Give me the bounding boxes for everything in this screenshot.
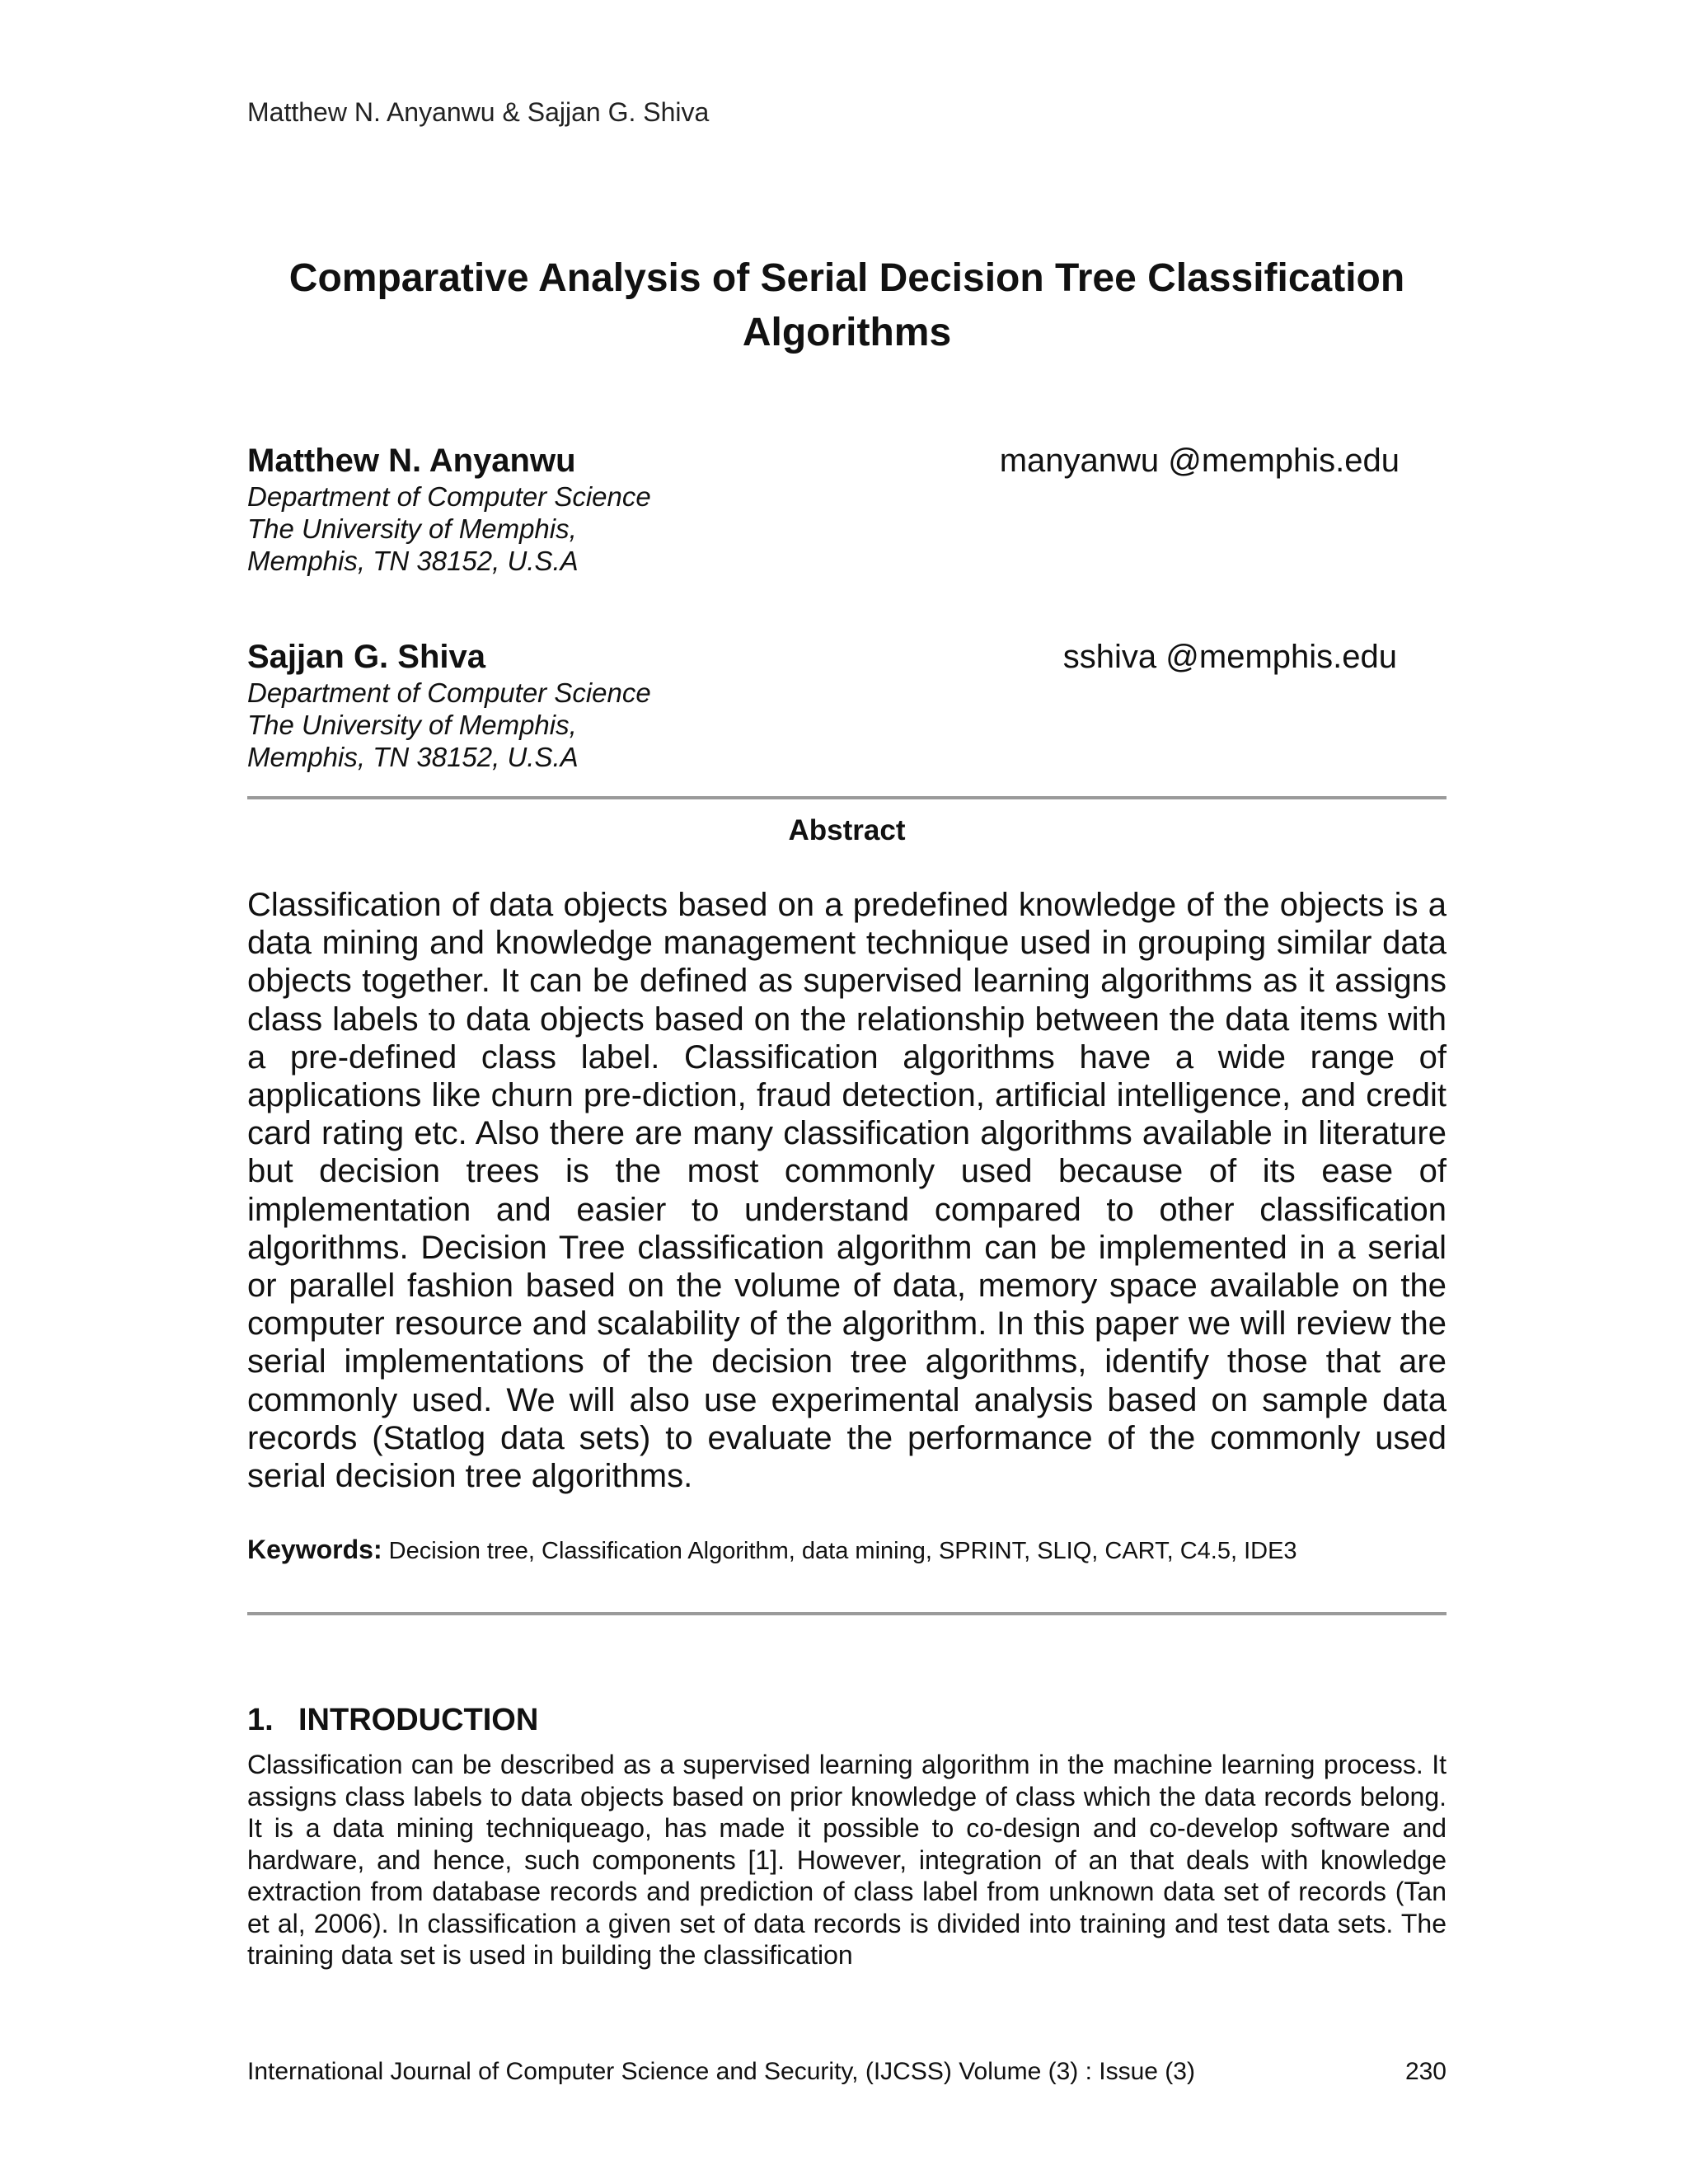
keywords-label: Keywords: [247,1535,382,1564]
affiliation-line: Memphis, TN 38152, U.S.A [247,546,579,576]
section-heading [247,1703,538,1738]
affiliation-line: Department of Computer Science [247,677,651,708]
affiliation-line: The University of Memphis, [247,513,577,544]
divider-top [247,796,1447,799]
title-line-1: Comparative Analysis of Serial Decision Tree Classification [288,256,1405,300]
footer-journal: International Journal of Computer Science and Security, (IJCSS) Volume (3) : Issue (3) [247,2058,1195,2085]
author-affiliation-1 [247,480,651,577]
title-line-2: Algorithms [742,311,952,354]
affiliation-line: Department of Computer Science [247,481,651,512]
running-header: Matthew N. Anyanwu & Sajjan G. Shiva [247,97,710,127]
affiliation-line: The University of Memphis, [247,710,577,740]
author-email-2: sshiva @memphis.edu [1062,639,1397,675]
introduction-text: Classification can be described as a supervised learning algorithm in the machine learning process. It assigns class labels to data objects based on prior knowledge of class which the data records belong. It is a data mining techniqueago, has made it possible to co-design and co-develop software and hardware, and hence, such components [1]. However, integration of an that deals with knowledge extraction from database records and prediction of class label from unknown data set of records (Tan et al, 2006). In classification a given set of data records is divided into training and test data sets. The training data set is used in building the classification [247,1750,1447,1970]
section-title: INTRODUCTION [298,1703,539,1737]
abstract-text: Classification of data objects based on a predefined knowledge of the objects is a data mining and knowledge management technique used in grouping similar data objects together. It can be defined as supervised learning algorithms as it assigns class labels to data objects based on the relationship between the data items with a pre-defined class label. Classification algorithms have a wide range of applications like churn pre-diction, fraud detection, artificial intelligence, and credit card rating etc. Also there are many classification algorithms available in literature but decision trees is the most commonly used because of its ease of implementation and easier to understand compared to other classification algorithms. Decision Tree classification algorithm can be implemented in a serial or parallel fashion based on the volume of data, memory space available on the computer resource and scalability of the algorithm. In this paper we will review the serial implementations of the decision tree algorithms, identify those that are commonly used. We will also use experimental analysis based on sample data records (Statlog data sets) to evaluate the performance of the commonly used serial decision tree algorithms. [247,887,1447,1495]
divider-bottom [247,1612,1447,1615]
abstract-heading: Abstract [788,814,906,846]
author-name-1: Matthew N. Anyanwu [247,443,576,479]
keywords [247,1535,1447,1565]
author-email-1: manyanwu @memphis.edu [999,443,1400,479]
affiliation-line: Memphis, TN 38152, U.S.A [247,742,579,772]
author-affiliation-2 [247,677,651,773]
section-number: 1. [247,1703,274,1737]
author-name-2: Sajjan G. Shiva [247,639,486,675]
keywords-text: Decision tree, Classification Algorithm, data mining, SPRINT, SLIQ, CART, C4.5, IDE3 [388,1538,1297,1564]
paper-title [247,251,1447,360]
page-number: 230 [1404,2058,1447,2085]
